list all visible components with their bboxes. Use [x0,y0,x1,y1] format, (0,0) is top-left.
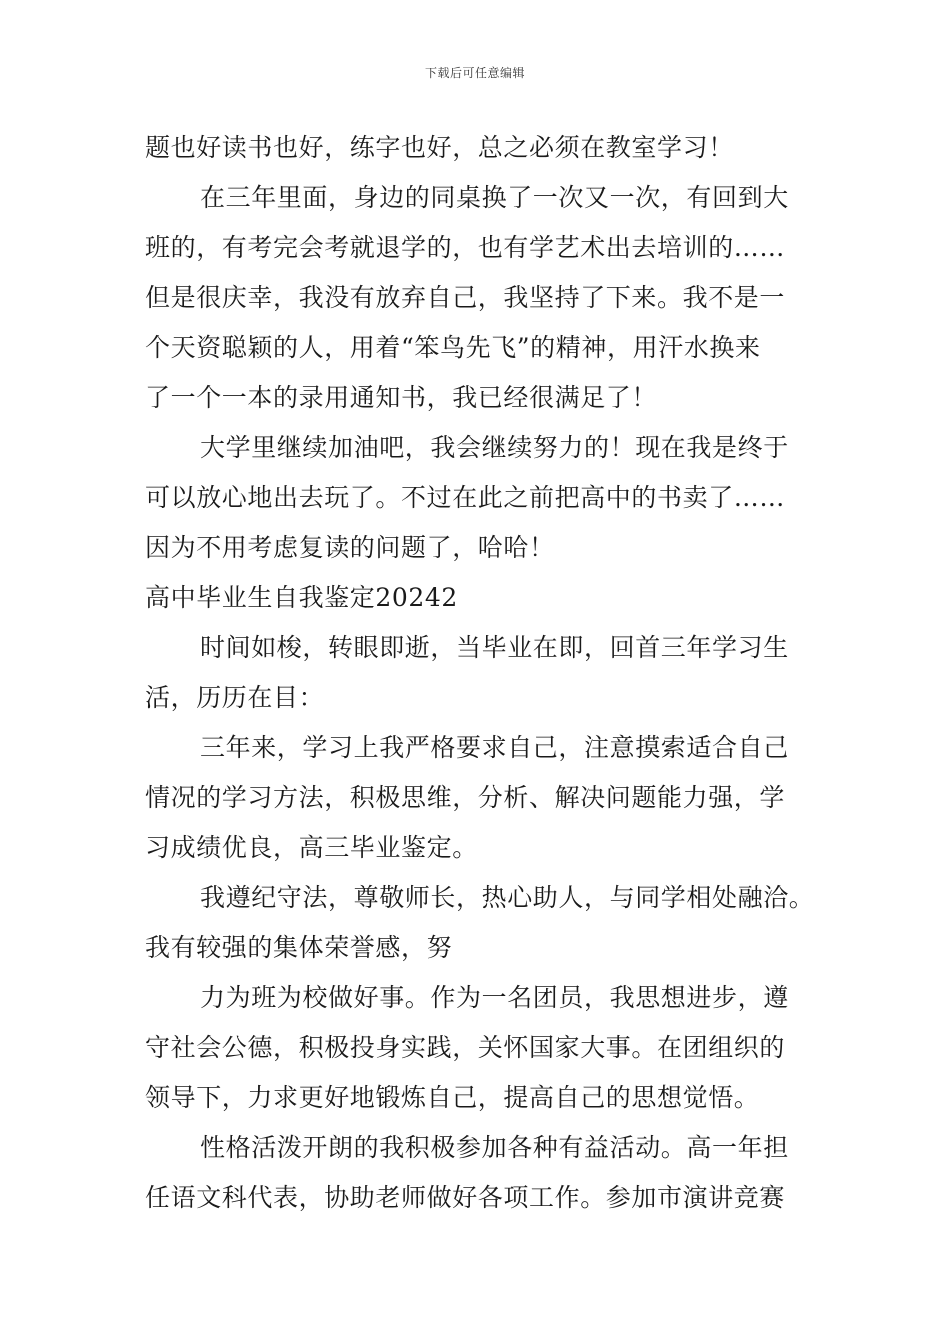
text-line: 个天资聪颖的人，用着“笨鸟先飞”的精神，用汗水换来 [145,333,761,362]
text-line: 我遵纪守法，尊敬师长，热心助人，与同学相处融洽。 [200,883,815,912]
text-line: 三年来，学习上我严格要求自己，注意摸索适合自己 [200,733,789,762]
text-line: 可以放心地出去玩了。不过在此之前把高中的书卖了…… [145,483,786,512]
text-line: 性格活泼开朗的我积极参加各种有益活动。高一年担 [200,1133,789,1162]
text-line: 在三年里面，身边的同桌换了一次又一次，有回到大 [200,183,789,212]
text-line: 领导下，力求更好地锻炼自己，提高自己的思想觉悟。 [145,1083,760,1112]
page-header: 下载后可任意编辑 [424,66,525,80]
text-line: 守社会公德，积极投身实践，关怀国家大事。在团组织的 [145,1033,786,1062]
text-line: 因为不用考虑复读的问题了，哈哈！ [145,533,555,562]
text-line: 任语文科代表，协助老师做好各项工作。参加市演讲竞赛 [145,1183,786,1212]
text-line: 情况的学习方法，积极思维，分析、解决问题能力强，学 [145,783,786,812]
text-line: 题也好读书也好，练字也好，总之必须在教室学习！ [145,133,734,162]
text-line: 习成绩优良，高三毕业鉴定。 [145,833,478,862]
text-line: 力为班为校做好事。作为一名团员，我思想进步，遵 [200,983,789,1012]
text-line: 大学里继续加油吧，我会继续努力的！现在我是终于 [200,433,789,462]
text-line: 我有较强的集体荣誉感，努 [145,933,453,962]
text-line: 活，历历在目： [145,683,325,712]
text-line: 班的，有考完会考就退学的，也有学艺术出去培训的…… [145,233,786,262]
text-line: 了一个一本的录用通知书，我已经很满足了！ [145,383,658,412]
text-line: 但是很庆幸，我没有放弃自己，我坚持了下来。我不是一 [145,283,786,312]
text-line: 时间如梭，转眼即逝，当毕业在即，回首三年学习生 [200,633,789,662]
section-heading: 高中毕业生自我鉴定20242 [145,583,458,612]
